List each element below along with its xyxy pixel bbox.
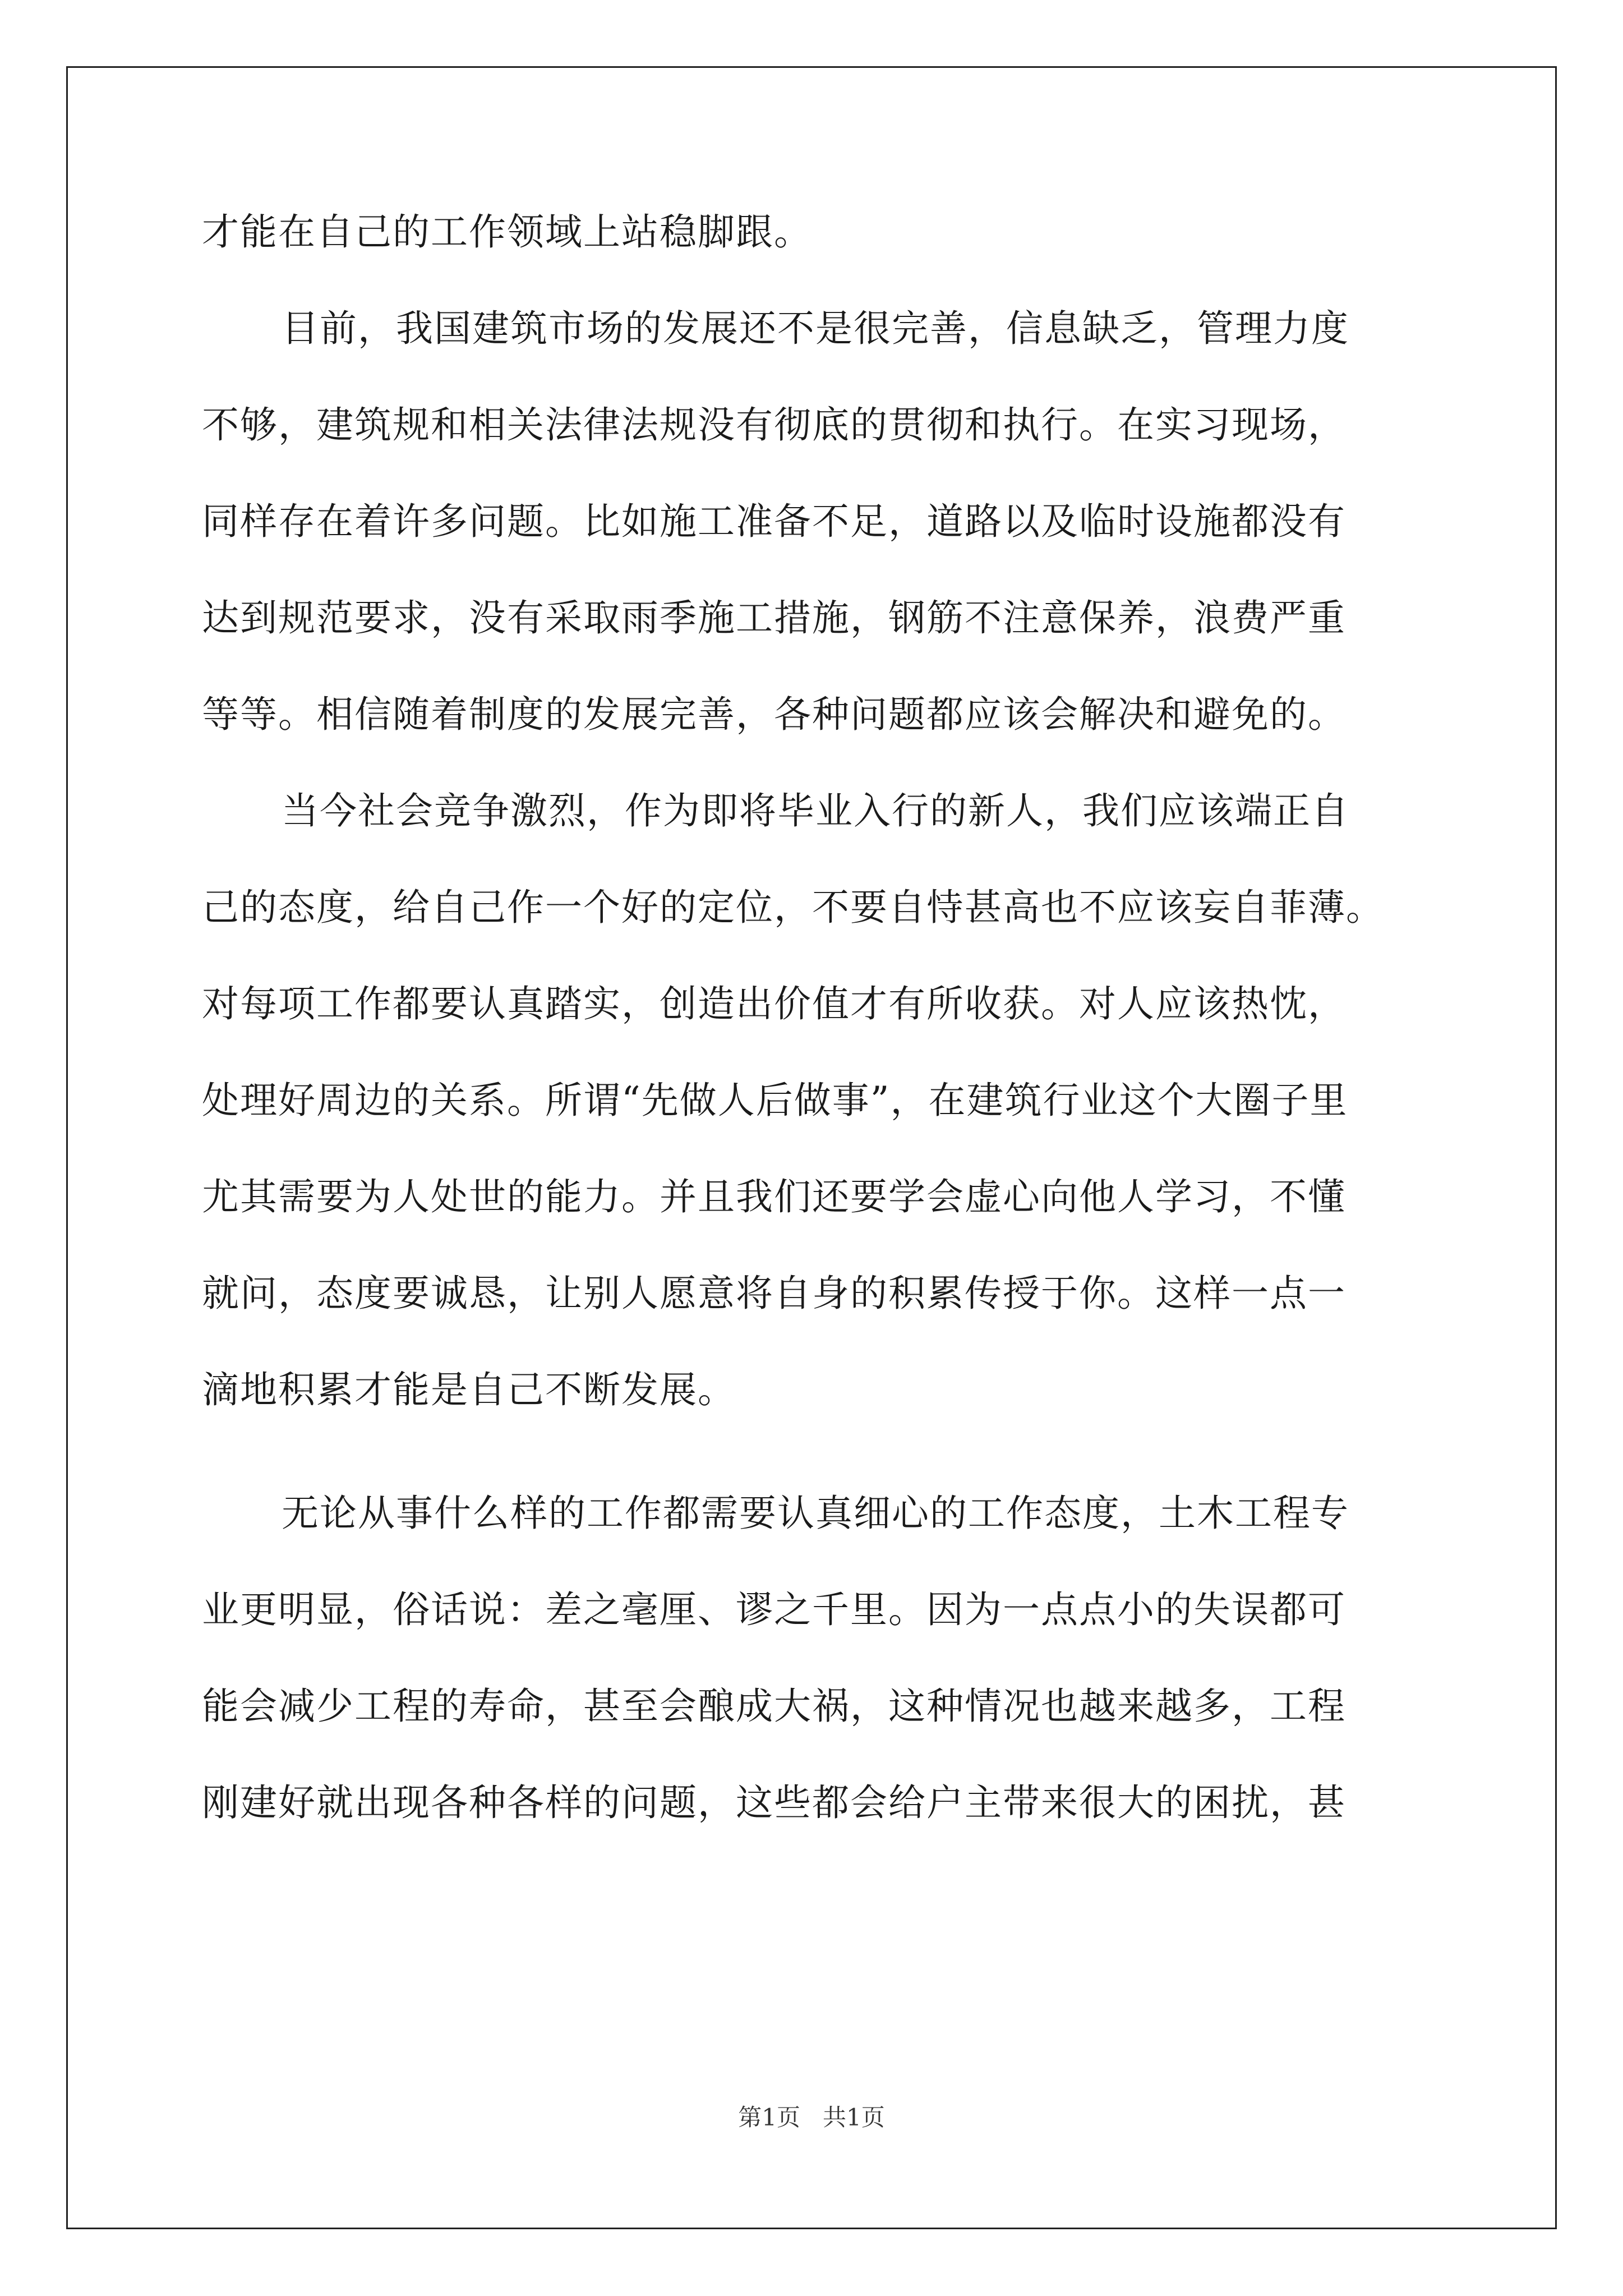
paragraph-start-line: 当今社会竞争激烈，作为即将毕业入行的新人，我们应该端正自 xyxy=(282,789,1349,832)
text-line: 等等。相信随着制度的发展完善，各种问题都应该会解决和避免的。 xyxy=(202,693,1346,736)
text-line: 不够，建筑规和相关法律法规没有彻底的贯彻和执行。在实习现场， xyxy=(202,403,1346,447)
paragraph-gap xyxy=(202,1458,1436,1485)
text-line: 尤其需要为人处世的能力。并且我们还要学会虚心向他人学习，不懂 xyxy=(202,1175,1346,1218)
text-line: 能会减少工程的寿命，甚至会酿成大祸，这种情况也越来越多，工程 xyxy=(202,1685,1346,1728)
text-line: 达到规范要求，没有采取雨季施工措施，钢筋不注意保养，浪费严重 xyxy=(202,596,1346,639)
text-line: 才能在自己的工作领域上站稳脚跟。 xyxy=(202,210,812,254)
text-line: 滴地积累才能是自己不断发展。 xyxy=(202,1368,736,1411)
paragraph-start-line: 无论从事什么样的工作都需要认真细心的工作态度，土木工程专 xyxy=(282,1492,1349,1535)
text-line: 己的态度，给自己作一个好的定位，不要自恃甚高也不应该妄自菲薄。 xyxy=(202,886,1384,929)
text-line: 就问，态度要诚恳，让别人愿意将自身的积累传授于你。这样一点一 xyxy=(202,1272,1346,1315)
text-line: 处理好周边的关系。所谓“先做人后做事”，在建筑行业这个大圈子里 xyxy=(202,1079,1348,1122)
page-number-footer: 第1页 共1页 xyxy=(738,2104,885,2131)
paragraph-start-line: 目前，我国建筑市场的发展还不是很完善，信息缺乏，管理力度 xyxy=(282,307,1349,350)
text-line: 业更明显，俗话说：差之毫厘、谬之千里。因为一点点小的失误都可 xyxy=(202,1588,1346,1631)
text-line: 同样存在着许多问题。比如施工准备不足，道路以及临时设施都没有 xyxy=(202,500,1346,543)
document-body xyxy=(202,204,1436,1871)
text-line: 对每项工作都要认真踏实，创造出价值才有所收获。对人应该热忱， xyxy=(202,982,1346,1025)
text-line: 刚建好就出现各种各样的问题，这些都会给户主带来很大的困扰，甚 xyxy=(202,1781,1346,1824)
